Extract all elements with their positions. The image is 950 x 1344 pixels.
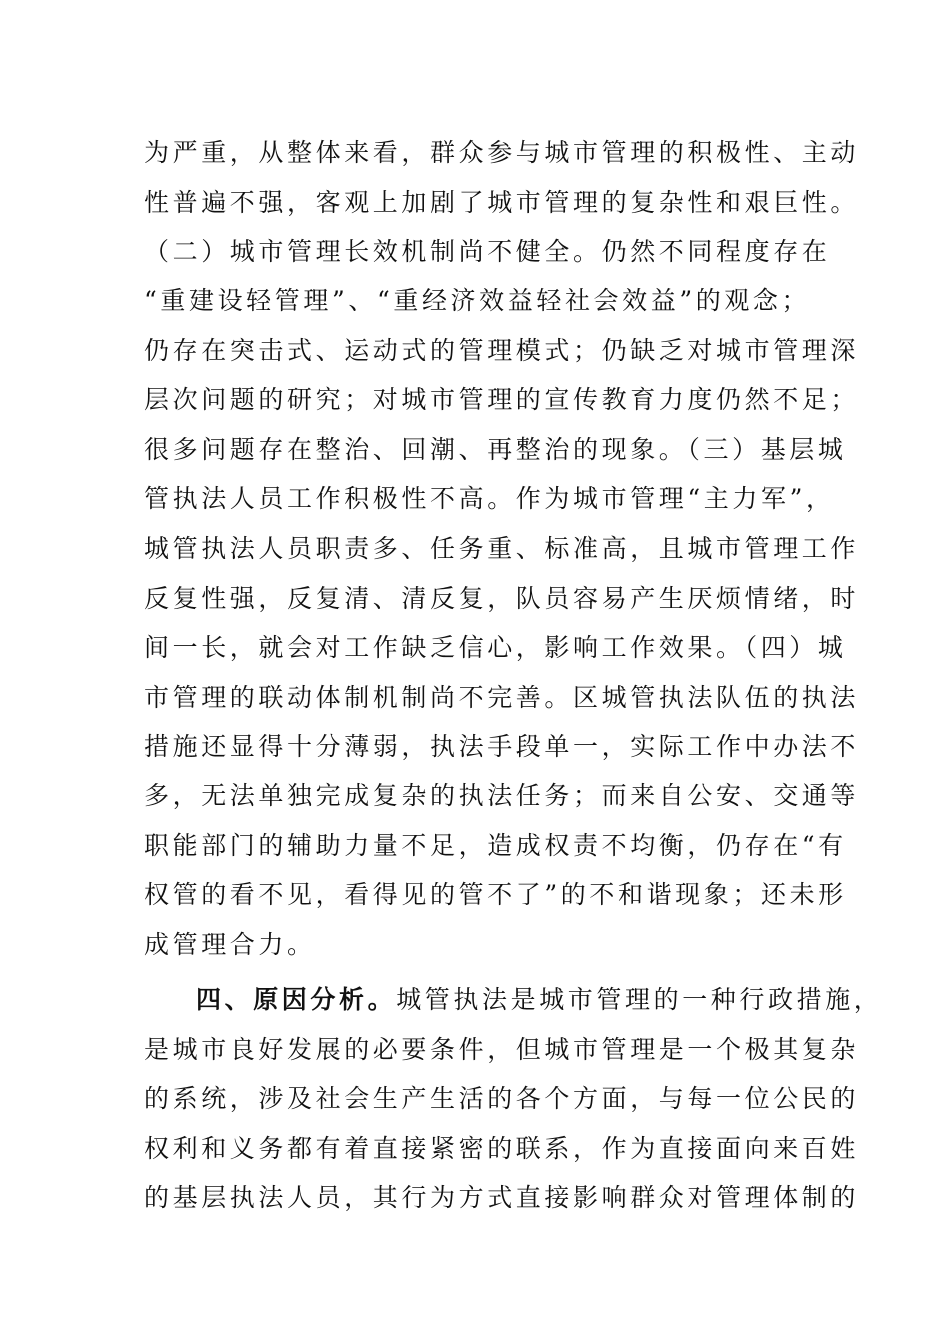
text-line: 层次问题的研究；对城市管理的宣传教育力度仍然不足； [144, 385, 860, 414]
text-line: 职能部门的辅助力量不足，造成权责不均衡，仍存在“有 [144, 831, 847, 860]
text-line: 仍存在突击式、运动式的管理模式；仍缺乏对城市管理深 [144, 336, 860, 365]
text-line: 为严重，从整体来看，群众参与城市管理的积极性、主动 [144, 138, 860, 167]
text-line: 性普遍不强，客观上加剧了城市管理的复杂性和艰巨性。 [144, 188, 860, 217]
text-line: 的基层执法人员，其行为方式直接影响群众对管理体制的 [144, 1183, 860, 1212]
section-heading: 四、原因分析。 [196, 985, 397, 1014]
text-line: “重建设轻管理”、“重经济效益轻社会效益”的观念； [144, 286, 811, 315]
text-line: 权管的看不见，看得见的管不了”的不和谐现象；还未形 [144, 880, 847, 909]
text-line: （二）城市管理长效机制尚不健全。仍然不同程度存在 [144, 237, 831, 266]
text-line: 措施还显得十分薄弱，执法手段单一，实际工作中办法不 [144, 732, 860, 761]
text-line: 多，无法单独完成复杂的执法任务；而来自公安、交通等 [144, 781, 860, 810]
text-line: 权利和义务都有着直接紧密的联系，作为直接面向来百姓 [144, 1134, 860, 1163]
text-line: 很多问题存在整治、回潮、再整治的现象。（三）基层城 [144, 435, 847, 464]
text-line: 反复性强，反复清、清反复，队员容易产生厌烦情绪，时 [144, 584, 860, 613]
section-text: 城管执法是城市管理的一种行政措施， [396, 985, 883, 1014]
text-line: 是城市良好发展的必要条件，但城市管理是一个极其复杂 [144, 1035, 860, 1064]
section-four-first-line [144, 980, 882, 1020]
text-line: 城管执法人员职责多、任务重、标准高，且城市管理工作 [144, 534, 860, 563]
text-line: 间一长，就会对工作缺乏信心，影响工作效果。（四）城 [144, 633, 847, 662]
text-line: 成管理合力。 [144, 930, 316, 959]
text-line: 市管理的联动体制机制尚不完善。区城管执法队伍的执法 [144, 683, 860, 712]
text-line: 管执法人员工作积极性不高。作为城市管理“主力军”， [144, 484, 835, 513]
text-line: 的系统，涉及社会生产生活的各个方面，与每一位公民的 [144, 1084, 860, 1113]
